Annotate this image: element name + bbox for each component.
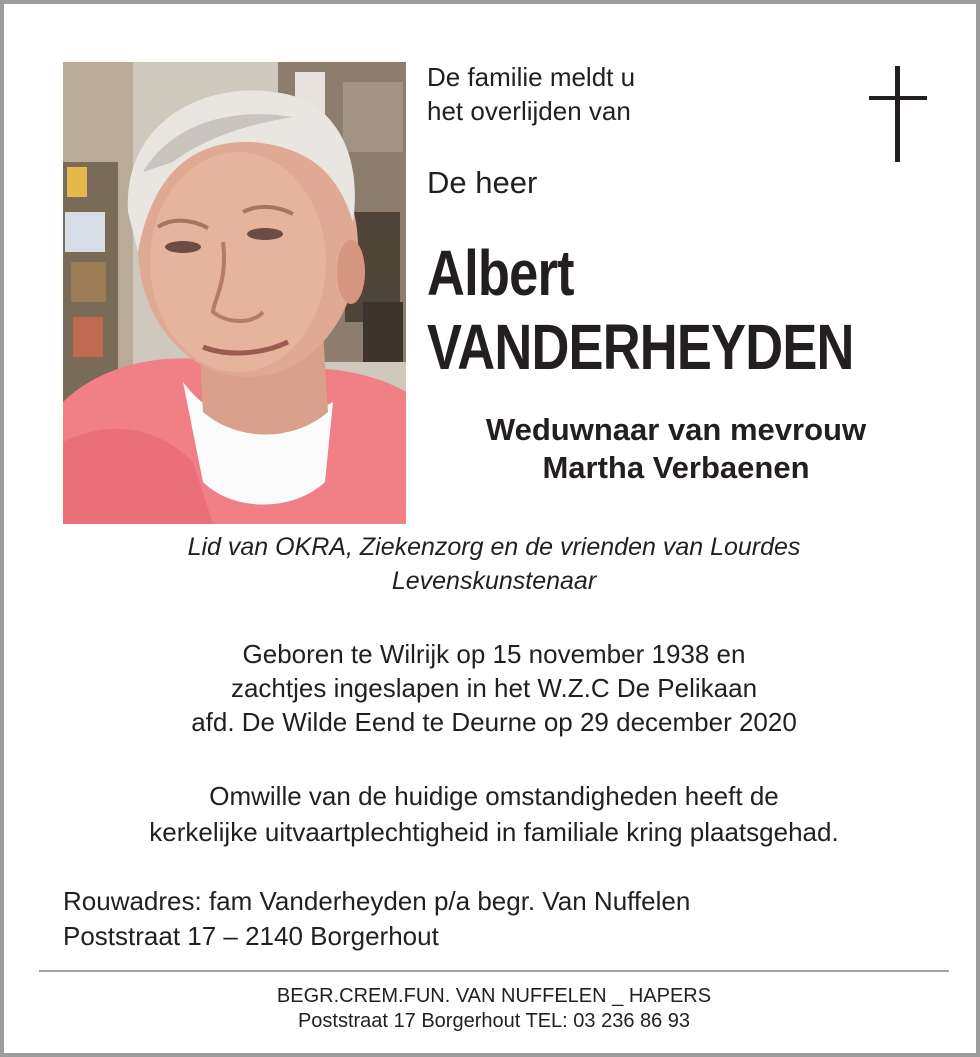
intro-line-1: De familie meldt u <box>427 62 636 92</box>
ceremony-note <box>4 778 980 850</box>
widow-of <box>406 411 946 487</box>
address-line-1: Rouwadres: fam Vanderheyden p/a begr. Van Nuffelen <box>63 886 691 916</box>
ceremony-line-1: Omwille van de huidige omstandigheden heeft de <box>209 781 779 811</box>
intro-text <box>427 60 635 128</box>
first-name: Albert <box>427 237 574 309</box>
intro-line-2: het overlijden van <box>427 96 631 126</box>
membership-line-1: Lid van OKRA, Ziekenzorg en de vrienden van Lourdes <box>187 533 801 561</box>
last-name: VANDERHEYDEN <box>427 311 854 383</box>
birth-line-3: afd. De Wilde Eend te Deurne op 29 december 2020 <box>191 707 797 737</box>
birth-line-2: zachtjes ingeslapen in het W.Z.C De Pelikaan <box>230 673 758 703</box>
portrait-photo <box>63 62 406 524</box>
deceased-name <box>427 236 854 384</box>
birth-line-1: Geboren te Wilrijk op 15 november 1938 en <box>242 639 746 669</box>
membership-line-2: Levenskunstenaar <box>391 567 597 595</box>
divider <box>39 970 949 972</box>
honorific: De heer <box>427 165 538 200</box>
widow-line-2: Martha Verbaenen <box>542 450 810 485</box>
mourning-address <box>63 884 690 954</box>
funeral-home-footer <box>4 984 980 1034</box>
address-line-2: Poststraat 17 – 2140 Borgerhout <box>63 921 439 951</box>
widow-line-1: Weduwnaar van mevrouw <box>485 412 867 447</box>
footer-line-1: BEGR.CREM.FUN. VAN NUFFELEN _ HAPERS <box>276 985 712 1007</box>
cross-icon <box>869 66 927 162</box>
membership <box>4 530 980 598</box>
birth-death-details <box>4 637 980 739</box>
ceremony-line-2: kerkelijke uitvaartplechtigheid in familiale kring plaatsgehad. <box>149 817 839 847</box>
footer-line-2: Poststraat 17 Borgerhout TEL: 03 236 86 93 <box>297 1010 691 1032</box>
